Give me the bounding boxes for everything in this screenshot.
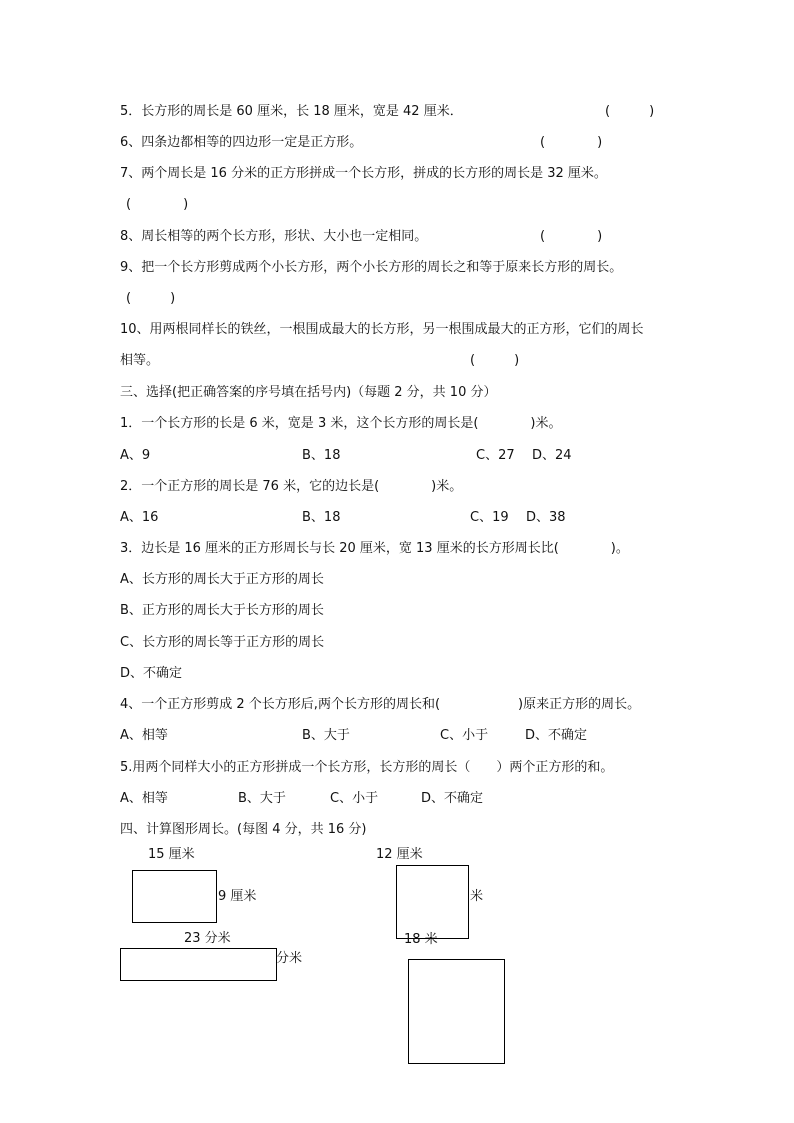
fig3-top-label: 23 分米: [184, 931, 231, 946]
judgement-q9: 9、把一个长方形剪成两个小长方形，两个小长方形的周长之和等于原来长方形的周长。: [120, 260, 623, 275]
option-b: B、正方形的周长大于长方形的周长: [120, 603, 324, 618]
option-c: C、长方形的周长等于正方形的周长: [120, 635, 325, 650]
answer-parenthesis[interactable]: ( ): [605, 104, 655, 119]
fig2-side-label: 米: [470, 889, 484, 904]
figure-square-2: [396, 865, 469, 939]
fig3-side-label: 分米: [276, 951, 303, 966]
choice-q1: 1．一个长方形的长是 6 米，宽是 3 米，这个长方形的周长是( )米。: [120, 416, 562, 431]
answer-parenthesis[interactable]: ( ): [126, 291, 176, 306]
option-a: A、长方形的周长大于正方形的周长: [120, 572, 324, 587]
section-heading-choice: 三、选择(把正确答案的序号填在括号内)（每题 2 分，共 10 分）: [120, 385, 497, 400]
judgement-q6: 6、四条边都相等的四边形一定是正方形。: [120, 135, 363, 150]
choice-q3: 3．边长是 16 厘米的正方形周长与长 20 厘米，宽 13 厘米的长方形周长比( )。: [120, 541, 629, 556]
option-d: D、24: [532, 448, 572, 463]
option-c: C、27: [476, 448, 515, 463]
option-b: B、18: [302, 510, 341, 525]
option-a: A、相等: [120, 791, 168, 806]
figure-rectangle-1: [132, 870, 217, 923]
option-d: D、不确定: [525, 728, 588, 743]
option-a: A、相等: [120, 728, 168, 743]
option-d: D、不确定: [120, 666, 183, 681]
choice-q5: 5.用两个同样大小的正方形拼成一个长方形，长方形的周长（ ）两个正方形的和。: [120, 760, 614, 775]
option-a: A、9: [120, 448, 151, 463]
option-b: B、大于: [238, 791, 286, 806]
choice-q4: 4、一个正方形剪成 2 个长方形后,两个长方形的周长和( )原来正方形的周长。: [120, 697, 641, 712]
figure-square-4: [408, 959, 505, 1064]
answer-parenthesis[interactable]: ( ): [540, 229, 603, 244]
option-b: B、大于: [302, 728, 350, 743]
fig1-top-label: 15 厘米: [148, 847, 195, 862]
judgement-q7: 7、两个周长是 16 分米的正方形拼成一个长方形，拼成的长方形的周长是 32 厘米。: [120, 166, 607, 181]
fig2-top-label: 12 厘米: [376, 847, 423, 862]
option-b: B、18: [302, 448, 341, 463]
fig4-top-label: 18 米: [404, 932, 438, 947]
fig1-side-label: 9 厘米: [218, 889, 257, 904]
judgement-q8: 8、周长相等的两个长方形，形状、大小也一定相同。: [120, 229, 428, 244]
choice-q2: 2．一个正方形的周长是 76 米，它的边长是( )米。: [120, 479, 463, 494]
answer-parenthesis[interactable]: ( ): [470, 353, 520, 368]
judgement-q10-line2: 相等。: [120, 353, 160, 368]
option-c: C、小于: [330, 791, 379, 806]
answer-parenthesis[interactable]: ( ): [540, 135, 603, 150]
figure-rectangle-3: [120, 948, 277, 981]
option-c: C、小于: [440, 728, 489, 743]
judgement-q5: 5．长方形的周长是 60 厘米，长 18 厘米，宽是 42 厘米．: [120, 104, 463, 119]
section-heading-compute: 四、计算图形周长。(每图 4 分，共 16 分): [120, 822, 367, 837]
option-c: C、19: [470, 510, 509, 525]
answer-parenthesis[interactable]: ( ): [126, 197, 189, 212]
judgement-q10-line1: 10、用两根同样长的铁丝，一根围成最大的长方形，另一根围成最大的正方形，它们的周长: [120, 322, 644, 337]
option-a: A、16: [120, 510, 159, 525]
option-d: D、不确定: [421, 791, 484, 806]
option-d: D、38: [526, 510, 566, 525]
